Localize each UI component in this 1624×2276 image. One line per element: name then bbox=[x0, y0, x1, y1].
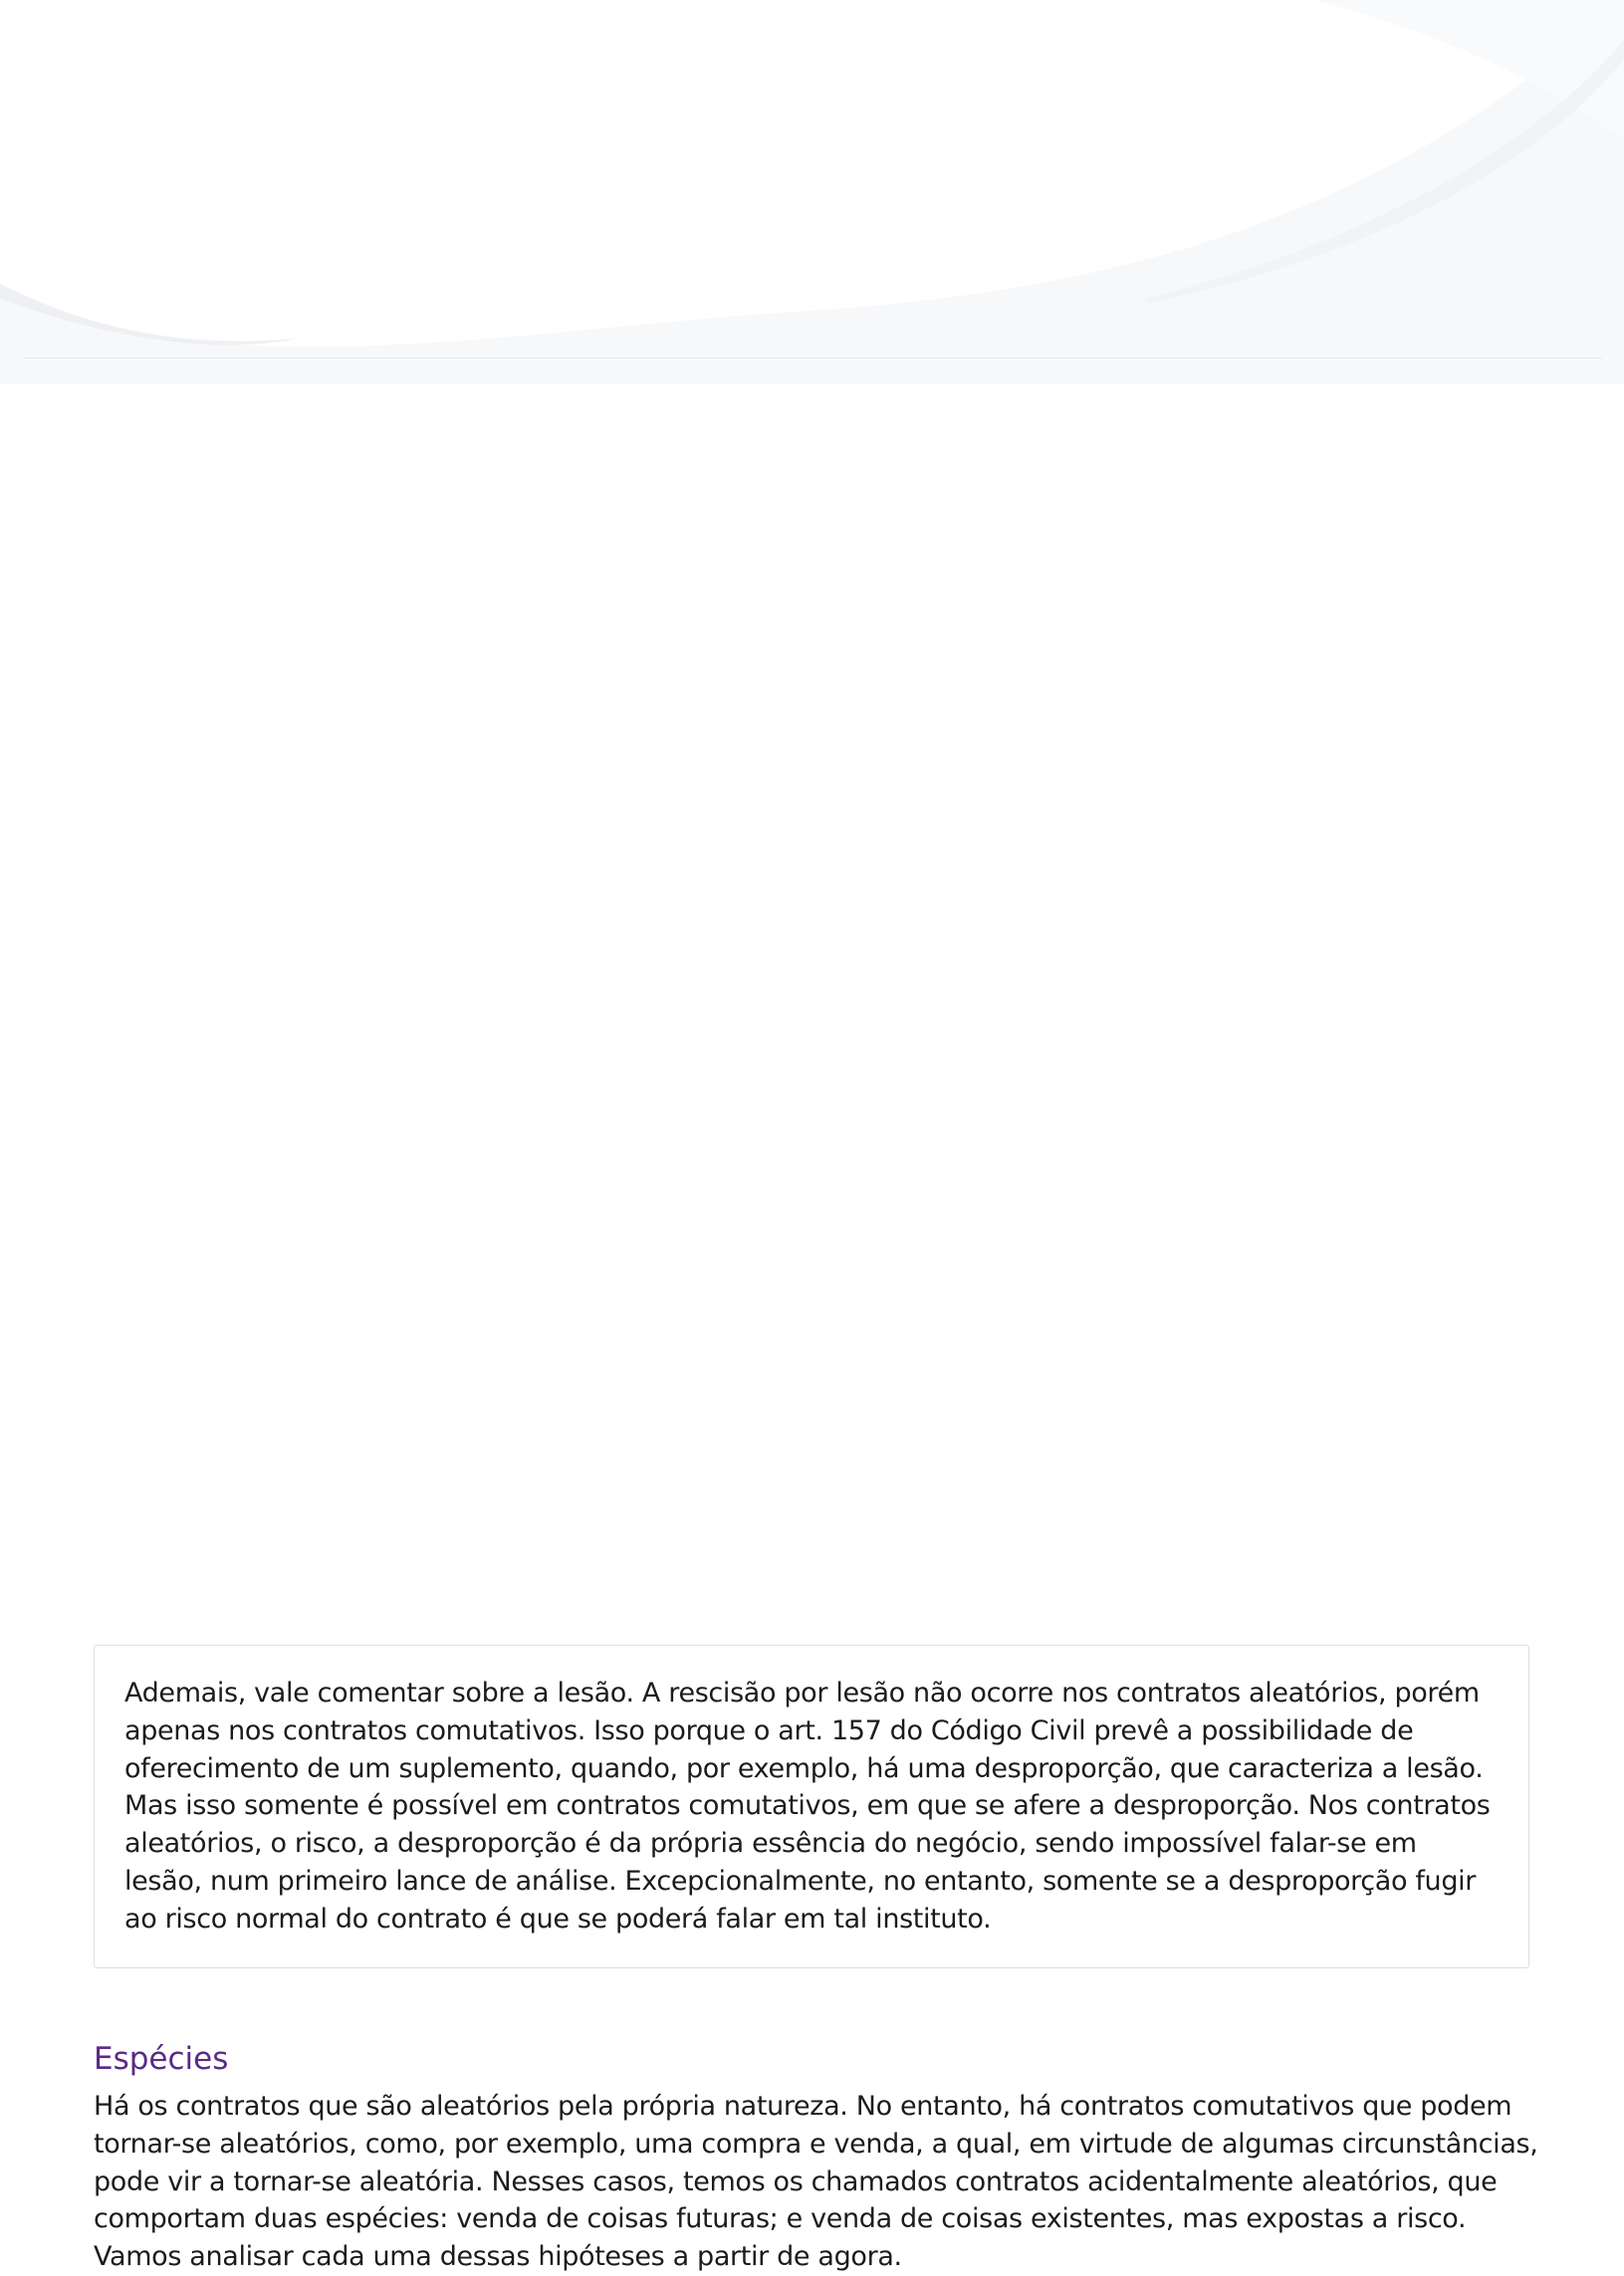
section-body: Há os contratos que são aleatórios pela própria natureza. No entanto, há contratos comutativos que podem tornar-se aleatórios, como, por exemplo, uma compra e venda, a qual, em virtude de algumas circunstâncias, pode vir a tornar-se aleatória. Nesses casos, temos os chamados contratos acidentalmente aleatórios, que comportam duas espécies: venda de coisas futuras; e venda de coisas existentes, mas expostas a risco. Vamos analisar cada uma dessas hipóteses a partir de agora. bbox=[94, 2091, 1538, 2273]
header-wave-decoration bbox=[0, 0, 1624, 384]
header-divider bbox=[24, 357, 1602, 358]
section-heading: Espécies bbox=[94, 2041, 229, 2077]
page-header-band bbox=[0, 0, 1624, 384]
note-box bbox=[94, 1645, 1529, 1968]
note-text: Ademais, vale comentar sobre a lesão. A rescisão por lesão não ocorre nos contratos aleatórios, porém apenas nos contratos comutativos. Isso porque o art. 157 do Código Civil prevê a possibilidade de oferecimento de um suplemento, quando, por exemplo, há uma desproporção, que caracteriza a lesão. Mas isso somente é possível em contratos comutativos, em que se afere a desproporção. Nos contratos aleatórios, o risco, a desproporção é da própria essência do negócio, sendo impossível falar-se em lesão, num primeiro lance de análise. Excepcionalmente, no entanto, somente se a desproporção fugir ao risco normal do contrato é que se poderá falar em tal instituto. bbox=[124, 1678, 1491, 1935]
